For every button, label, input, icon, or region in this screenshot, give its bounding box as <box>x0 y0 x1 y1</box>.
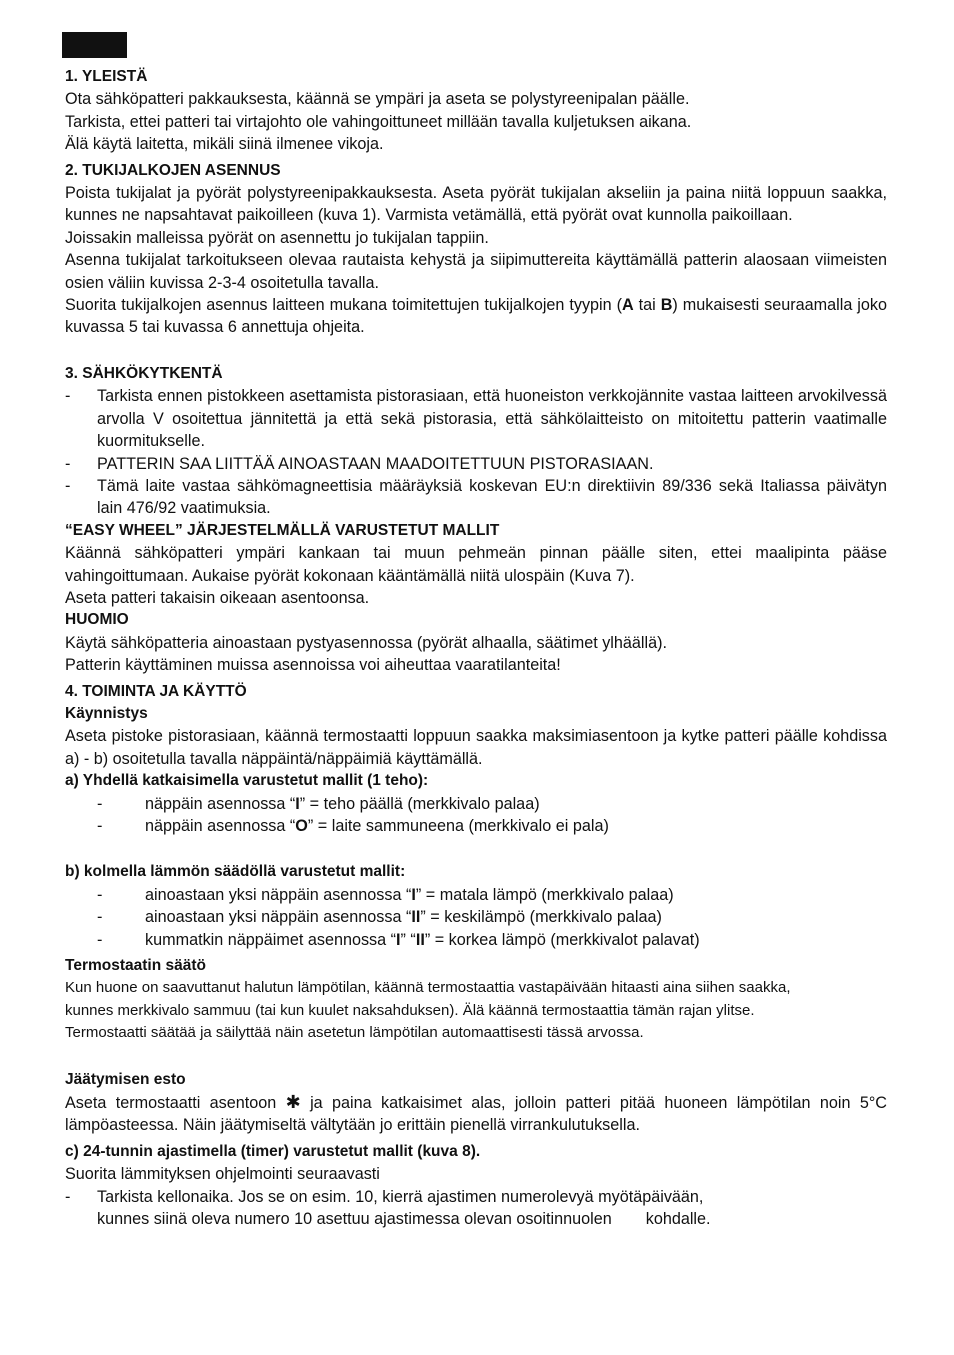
paragraph: Aseta patteri takaisin oikeaan asentoonsa. <box>65 588 370 607</box>
subsection-heading: Käynnistys <box>65 704 148 722</box>
list-item: - ainoastaan yksi näppäin asennossa “I” = matala lämpö (merkkivalo palaa) <box>97 885 674 904</box>
list-item: - Tarkista kellonaika. Jos se on esim. 10, kierrä ajastimen numerolevyä myötäpäivään, kunnes siinä oleva numero 10 asettuu ajastimessa olevan osoitinnuolen kohdalle. <box>65 1187 711 1229</box>
list-item: - kummatkin näppäimet asennossa “I” “II” = korkea lämpö (merkkivalot palavat) <box>97 930 700 949</box>
paragraph-line: Älä käytä laitetta, mikäli siinä ilmenee vikoja. <box>65 135 384 154</box>
paragraph: Suorita lämmityksen ohjelmointi seuraavasti <box>65 1165 380 1184</box>
list-item: - näppäin asennossa “I” = teho päällä (merkkivalo palaa) <box>97 794 540 813</box>
subsection-heading: Termostaatin säätö <box>65 957 206 975</box>
list-item: - ainoastaan yksi näppäin asennossa “II” = keskilämpö (merkkivalo palaa) <box>97 908 662 927</box>
subsection-heading: c) 24-tunnin ajastimella (timer) varustetut mallit (kuva 8). <box>65 1142 481 1160</box>
paragraph: Suorita tukijalkojen asennus laitteen mukana toimitettujen tukijalkojen tyypin (A tai B) mukaisesti seuraamalla joko kuvassa 5 tai kuvassa 6 annettuja ohjeita. <box>65 296 887 337</box>
section-1-heading: 1. YLEISTÄ <box>65 68 148 85</box>
subsection-heading: a) Yhdellä katkaisimella varustetut mallit (1 teho): <box>65 772 429 790</box>
paragraph-line: Tarkista, ettei patteri tai virtajohto ole vahingoittuneet millään tavalla kuljetuksen aikana. <box>65 112 692 131</box>
paragraph: Joissakin malleissa pyörät on asennettu jo tukijalan tappiin. <box>65 228 489 247</box>
paragraph-line: Termostaatti säätää ja säilyttää näin asetetun lämpötilan automaattisesti tässä arvossa. <box>65 1024 644 1042</box>
list-item: - Tarkista ennen pistokkeen asettamista pistorasiaan, että huoneiston verkkojännite vastaa laitteen arvokilvessä arvolla V osoitettua jännitettä ja että sekä pistorasia, että sähkölaitteisto on mitoitettu patterin vaatimalle kuormitukselle. <box>65 387 887 451</box>
subsection-heading: b) kolmella lämmön säädöllä varustetut mallit: <box>65 863 406 881</box>
paragraph-line: kunnes merkkivalo sammuu (tai kun kuulet naksahduksen). Älä käännä termostaattia tämän rajan ylitse. <box>65 1001 755 1019</box>
paragraph: Käännä sähköpatteri ympäri kankaan tai muun pehmeän pinnan päälle siten, ettei maalipinta pääse vahingoittumaan. Aukaise pyörät kokonaan kääntämällä niitä ulospäin (Kuva 7). <box>65 544 887 585</box>
easy-wheel-heading: “EASY WHEEL” JÄRJESTELMÄLLÄ VARUSTETUT MALLIT <box>65 521 500 539</box>
warning-heading: HUOMIO <box>65 611 129 629</box>
paragraph-line: Kun huone on saavuttanut halutun lämpötilan, käännä termostaattia vastapäivään hitaasti aina siihen saakka, <box>65 979 791 997</box>
paragraph: Aseta termostaatti asentoon ✱ ja paina katkaisimet alas, jolloin patteri pitää huoneen lämpötilan noin 5°C lämpöasteessa. Näin jäätymiseltä vältytään jo erittäin pienellä virrankulutuksella. <box>65 1092 887 1135</box>
section-4-heading: 4. TOIMINTA JA KÄYTTÖ <box>65 682 247 700</box>
paragraph: Poista tukijalat ja pyörät polystyreenipakkauksesta. Aseta pyörät tukijalan akseliin ja paina niitä loppuun saakka, kunnes ne napsahtavat paikoilleen (kuva 1). Varmista vetämällä, että pyörät ovat kunnolla paikoillaan. <box>65 184 887 225</box>
list-item: - PATTERIN SAA LIITTÄÄ AINOASTAAN MAADOITETTUUN PISTORASIAAN. <box>65 454 654 473</box>
list-item: - näppäin asennossa “O” = laite sammuneena (merkkivalo ei pala) <box>97 817 609 835</box>
subsection-heading: Jäätymisen esto <box>65 1070 186 1088</box>
paragraph: Aseta pistoke pistorasiaan, käännä termostaatti loppuun saakka maksimiasentoon ja kytke patteri päälle kohdissa a) - b) osoitetulla tavalla näppäintä/näppäimiä käyttämällä. <box>65 727 887 768</box>
snowflake-icon: ✱ <box>285 1092 301 1113</box>
document-body <box>65 66 887 1231</box>
section-tab-marker <box>62 32 127 58</box>
paragraph-line: Ota sähköpatteri pakkauksesta, käännä se ympäri ja aseta se polystyreenipalan päälle. <box>65 90 690 109</box>
paragraph: Asenna tukijalat tarkoitukseen olevaa rautaista kehystä ja siipimuttereita käyttämällä patterin alaosaan viimeisten osien väliin kuvissa 2-3-4 osoitetulla tavalla. <box>65 251 887 292</box>
paragraph: Patterin käyttäminen muissa asennoissa voi aiheuttaa vaaratilanteita! <box>65 656 561 675</box>
paragraph: Käytä sähköpatteria ainoastaan pystyasennossa (pyörät alhaalla, säätimet ylhäällä). <box>65 633 667 652</box>
list-item: - Tämä laite vastaa sähkömagneettisia määräyksiä koskevan EU:n direktiivin 89/336 sekä Italiassa päivätyn lain 476/92 vaatimuksia. <box>65 476 887 518</box>
section-2-heading: 2. TUKIJALKOJEN ASENNUS <box>65 161 281 179</box>
section-3-heading: 3. SÄHKÖKYTKENTÄ <box>65 364 223 382</box>
